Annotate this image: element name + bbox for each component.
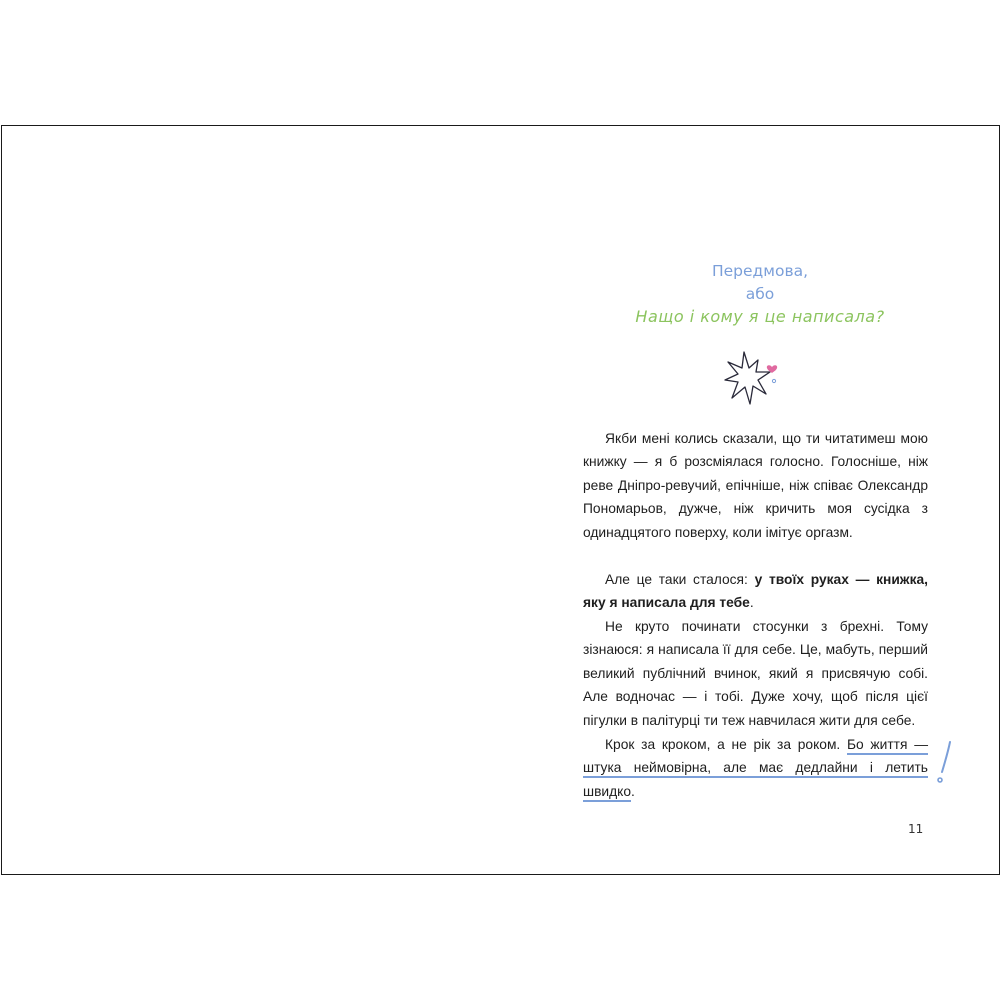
paragraph-2-bold: у твоїх руках — книжка, яку я написала для тебе	[583, 572, 928, 611]
paragraph-4-start: Крок за кроком, а не рік за роком.	[605, 737, 847, 752]
paragraph-4	[583, 733, 928, 803]
exclamation-doodle-icon	[934, 740, 956, 784]
paragraph-1	[583, 427, 928, 544]
paragraph-2	[583, 568, 928, 615]
paragraph-2-end: .	[749, 595, 754, 611]
heading-line-3: Нащо і кому я це написала?	[635, 307, 885, 326]
paragraph-2-start: Але це таки сталося:	[605, 572, 755, 587]
paragraph-1-text: Якби мені колись сказали, що ти читатимеш мою книжку — я б розсміялася голосно. Голосніше, ніж реве Дніпро-ревучий, епічніше, ніж співає Олександр Пономарьов, дужче, ніж кричить моя сусідка з одинадцятого поверху, коли імітує оргазм.	[583, 431, 928, 540]
paragraph-3-text: Не круто починати стосунки з брехні. Тому зізнаюся: я написала її для себе. Це, мабуть, перший великий публічний вчинок, який я присвячую собі. Але водночас — і тобі. Дуже хочу, щоб після цієї пігулки в палітурці ти теж навчилася жити для себе.	[583, 619, 928, 728]
paragraph-3	[583, 615, 928, 732]
star-burst-icon	[722, 350, 782, 408]
paragraph-4-underlined: Бо життя — штука неймовірна, але має дедлайни і летить швидко	[583, 737, 928, 802]
heading-line-1: Передмова,	[711, 262, 809, 280]
page-number: 11	[908, 822, 924, 836]
paragraph-4-end: .	[631, 783, 635, 799]
heading-line-2: або	[745, 285, 775, 303]
